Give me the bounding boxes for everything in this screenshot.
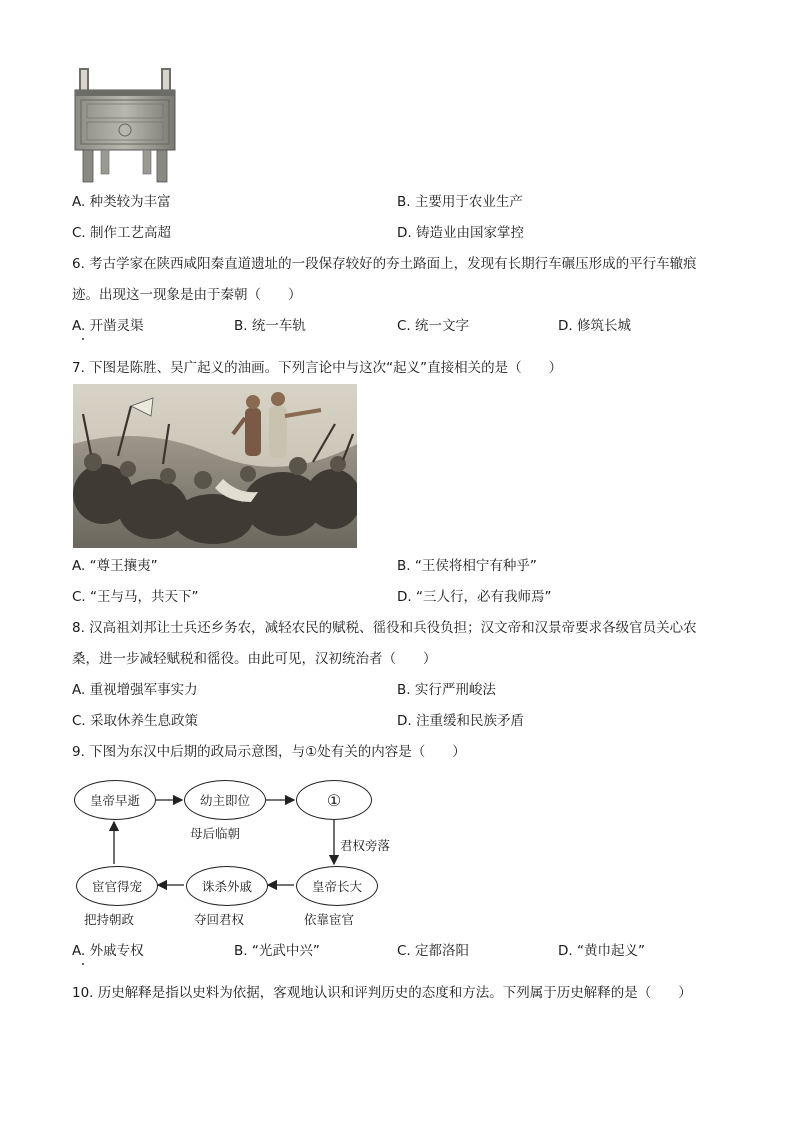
q8-option-c: C. 采取休养生息政策 — [72, 713, 199, 729]
q7-option-b: B. “王侯将相宁有种乎” — [397, 558, 537, 574]
caption-regain-power: 夺回君权 — [194, 912, 245, 927]
uprising-oil-painting — [73, 384, 357, 548]
node-eunuch-favor: 宦官得宠 — [76, 866, 158, 906]
q9-politics-diagram — [72, 778, 402, 928]
q8-stem-line1: 8. 汉高祖刘邦让士兵还乡务农，减轻农民的赋税、徭役和兵役负担；汉文帝和汉景帝要求各级官员关心农 — [72, 620, 697, 636]
q5-option-b: B. 主要用于农业生产 — [397, 194, 523, 210]
q6-option-b: B. 统一车轨 — [234, 318, 306, 334]
q7-option-d: D. “三人行，必有我师焉” — [397, 589, 552, 605]
q9-stem: 9. 下图为东汉中后期的政局示意图，与①处有关的内容是（ ） — [72, 744, 466, 760]
q6-option-c: C. 统一文字 — [397, 318, 470, 334]
q8-stem-line2: 桑，进一步减轻赋税和徭役。由此可见，汉初统治者（ ） — [72, 651, 437, 667]
q9-option-c: C. 定都洛阳 — [397, 943, 470, 959]
q6-option-d: D. 修筑长城 — [558, 318, 631, 334]
caption-power-lost: 君权旁落 — [340, 838, 391, 853]
stray-dot — [82, 963, 84, 965]
q8-option-a: A. 重视增强军事实力 — [72, 682, 198, 698]
q8-option-b: B. 实行严刑峻法 — [397, 682, 496, 698]
q6-stem-line2: 迹。出现这一现象是由于秦朝（ ） — [72, 287, 302, 303]
caption-empress-regency: 母后临朝 — [190, 826, 241, 841]
q9-option-d: D. “黄巾起义” — [558, 943, 645, 959]
node-blank-1: ① — [296, 780, 372, 820]
q6-option-a: A. 开凿灵渠 — [72, 318, 144, 334]
stray-dot — [82, 338, 84, 340]
q7-option-a: A. “尊王攘夷” — [72, 558, 158, 574]
node-child-ruler: 幼主即位 — [184, 780, 266, 820]
q5-option-d: D. 铸造业由国家掌控 — [397, 225, 524, 241]
caption-control-court: 把持朝政 — [84, 912, 135, 927]
node-kill-consorts: 诛杀外戚 — [186, 866, 268, 906]
node-emperor-grown: 皇帝长大 — [296, 866, 378, 906]
q6-stem-line1: 6. 考古学家在陕西咸阳秦直道遗址的一段保存较好的夯土路面上，发现有长期行车碾压形成的平行车辙痕 — [72, 256, 697, 272]
q9-option-b: B. “光武中兴” — [234, 943, 320, 959]
node-emperor-early-death: 皇帝早逝 — [74, 780, 156, 820]
bronze-ding-photo — [73, 66, 177, 184]
q5-option-a: A. 种类较为丰富 — [72, 194, 171, 210]
q5-option-c: C. 制作工艺高超 — [72, 225, 172, 241]
q7-option-c: C. “王与马，共天下” — [72, 589, 199, 605]
q7-stem: 7. 下图是陈胜、吴广起义的油画。下列言论中与这次“起义”直接相关的是（ ） — [72, 360, 563, 376]
q10-stem: 10. 历史解释是指以史料为依据，客观地认识和评判历史的态度和方法。下列属于历史解释的是（ ） — [72, 985, 692, 1001]
q8-option-d: D. 注重缓和民族矛盾 — [397, 713, 524, 729]
caption-rely-eunuch: 依靠宦官 — [304, 912, 355, 927]
q9-option-a: A. 外戚专权 — [72, 943, 144, 959]
